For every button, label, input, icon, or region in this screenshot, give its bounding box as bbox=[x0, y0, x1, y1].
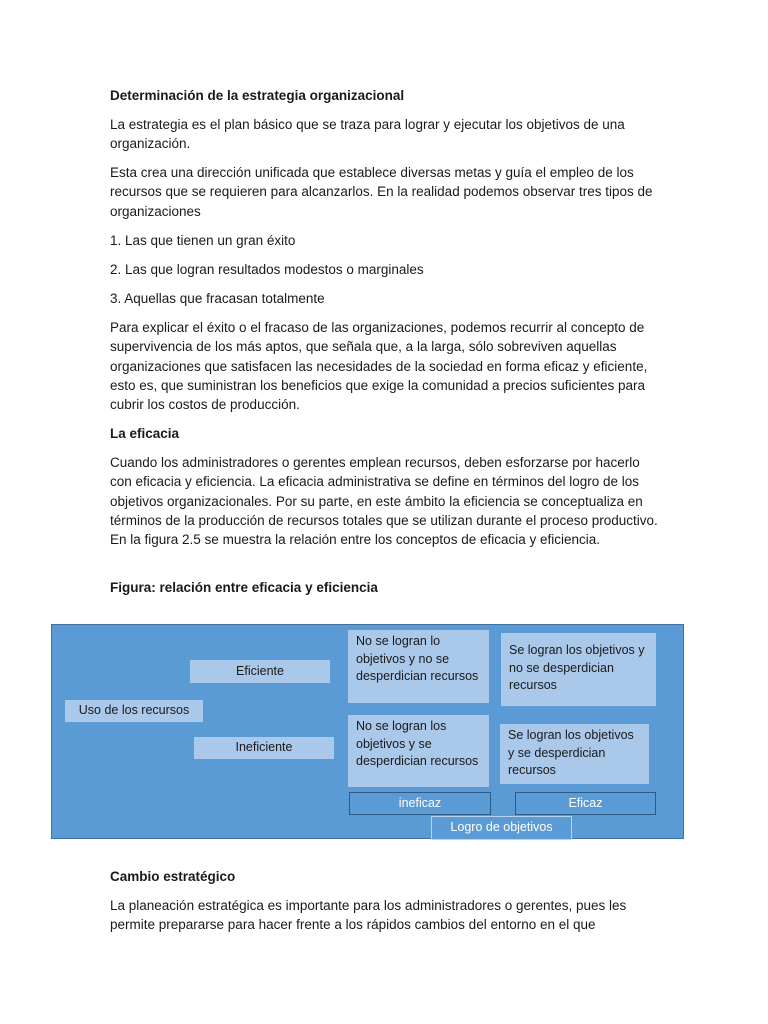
heading-eficacia: La eficacia bbox=[110, 426, 180, 441]
list-item-3: 3. Aquellas que fracasan totalmente bbox=[110, 291, 325, 306]
cell-logran-desperdician: Se logran los objetivos y se desperdician recursos bbox=[500, 724, 649, 784]
ineficiente-label: Ineficiente bbox=[194, 737, 334, 759]
paragraph-direccion: Esta crea una dirección unificada que establece diversas metas y guía el empleo de los recursos que se requieren para alcanzarlos. En la realidad podemos observar tres tipos de organizaciones bbox=[110, 165, 653, 219]
cell-no-logran-desperdician: No se logran los objetivos y se desperdician recursos bbox=[348, 715, 489, 787]
eficiente-label: Eficiente bbox=[190, 660, 330, 683]
heading-determinacion: Determinación de la estrategia organizacional bbox=[110, 88, 405, 103]
figure-caption: Figura: relación entre eficacia y eficiencia bbox=[110, 580, 378, 595]
list-item-1: 1. Las que tienen un gran éxito bbox=[110, 233, 296, 248]
cell-no-logran-no-desperdician: No se logran lo objetivos y no se desperdician recursos bbox=[348, 630, 489, 703]
logro-objetivos-label: Logro de objetivos bbox=[431, 816, 572, 840]
heading-cambio-estrategico: Cambio estratégico bbox=[110, 869, 236, 884]
figure-eficacia-eficiencia bbox=[51, 624, 684, 839]
paragraph-eficacia: Cuando los administradores o gerentes emplean recursos, deben esforzarse por hacerlo con eficacia y eficiencia. La eficacia administrativa se define en términos del logro de los objetivos organizacionales. Por su parte, en este ámbito la eficiencia se conceptualiza en términos de la producción de recursos totales que se utilizan durante el proceso productivo. En la figura 2.5 se muestra la relación entre los conceptos de eficacia y eficiencia. bbox=[110, 455, 658, 548]
ineficaz-label: ineficaz bbox=[349, 792, 491, 815]
uso-recursos-label: Uso de los recursos bbox=[65, 700, 203, 722]
paragraph-estrategia: La estrategia es el plan básico que se traza para lograr y ejecutar los objetivos de una organización. bbox=[110, 117, 625, 152]
list-item-2: 2. Las que logran resultados modestos o marginales bbox=[110, 262, 424, 277]
paragraph-planeacion: La planeación estratégica es importante para los administradores o gerentes, pues les permite prepararse para hacer frente a los rápidos cambios del entorno en el que bbox=[110, 898, 627, 933]
cell-logran-no-desperdician: Se logran los objetivos y no se desperdician recursos bbox=[501, 633, 656, 706]
eficaz-label: Eficaz bbox=[515, 792, 656, 815]
paragraph-supervivencia: Para explicar el éxito o el fracaso de las organizaciones, podemos recurrir al concepto de supervivencia de los más aptos, que señala que, a la larga, sólo sobreviven aquellas organizaciones que satisfacen las necesidades de la sociedad en forma eficaz y eficiente, esto es, que suministran los beneficios que exige la comunidad a precios suficientes para cubrir los costos de producción. bbox=[110, 320, 648, 413]
